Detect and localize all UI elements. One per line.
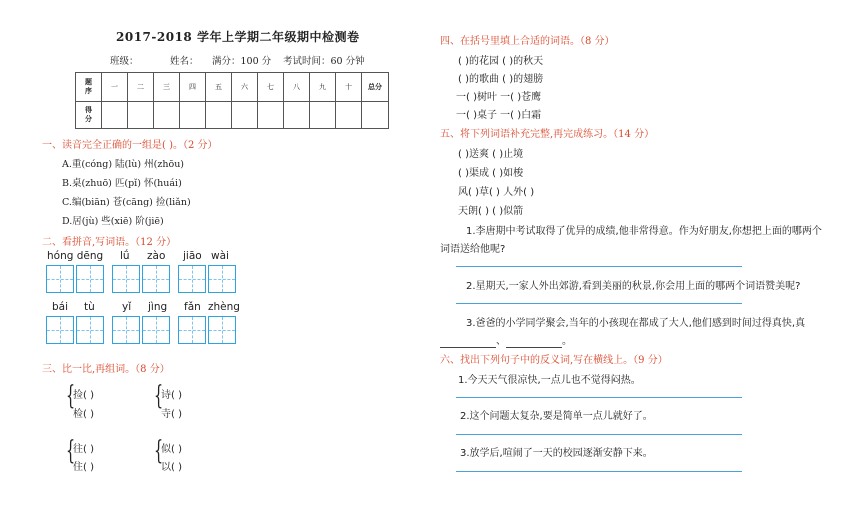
score-cell[interactable] (206, 102, 232, 129)
fill-line[interactable]: ( )送爽 ( )止境 (458, 149, 524, 160)
col-header: 八 (284, 73, 310, 102)
pinyin-lu: lǘ (120, 250, 130, 262)
section-4-title: 四、在括号里填上合适的词语。（8 分） (440, 36, 615, 47)
brace-icon: { (154, 381, 164, 411)
pinyin-zao: zào (147, 250, 166, 262)
writing-box[interactable] (76, 316, 104, 344)
col-header: 四 (180, 73, 206, 102)
question-text: 3.放学后,喧闹了一天的校园逐渐安静下来。 (460, 448, 653, 459)
word-pair-item[interactable]: 似( ) (161, 444, 182, 455)
pinyin-bai: bái (52, 301, 69, 313)
word-pair-item[interactable]: 诗( ) (161, 390, 182, 401)
pinyin-zheng: zhèng (208, 301, 240, 313)
fill-line[interactable]: 天朗( ) ( )似箭 (458, 206, 524, 217)
option-d[interactable]: D.居(jù) 些(xiē) 阶(jiē) (62, 216, 164, 227)
col-header: 十 (336, 73, 362, 102)
score-table (75, 72, 389, 129)
fill-line[interactable]: ( )渠成 ( )如梭 (458, 168, 524, 179)
score-cell[interactable] (128, 102, 154, 129)
score-cell[interactable] (310, 102, 336, 129)
answer-line[interactable] (456, 397, 742, 398)
word-pair-item[interactable]: 往( ) (73, 444, 94, 455)
col-header: 九 (310, 73, 336, 102)
brace-icon: { (66, 381, 76, 411)
pinyin-fan: fǎn (184, 301, 201, 313)
brace-icon: { (154, 436, 164, 466)
blank-separator: 、 (496, 336, 506, 347)
question-text-cont (440, 332, 572, 348)
writing-box[interactable] (46, 265, 74, 293)
section-2-title: 二、看拼音,写词语。（12 分） (42, 237, 177, 248)
writing-box[interactable] (178, 265, 206, 293)
writing-box[interactable] (142, 265, 170, 293)
fill-line[interactable]: ( )的歌曲 ( )的翅膀 (458, 74, 544, 85)
word-pair-item[interactable]: 以( ) (161, 462, 182, 473)
pinyin-jiao: jiāo (183, 250, 202, 262)
question-text: 词语送给他呢? (440, 244, 506, 255)
writing-box[interactable] (112, 316, 140, 344)
question-text: 3.爸爸的小学同学聚会,当年的小孩现在都成了大人,他们感到时间过得真快,真 (466, 318, 806, 329)
score-cell[interactable] (102, 102, 128, 129)
col-header: 二 (128, 73, 154, 102)
option-a[interactable]: A.重(cóng) 陆(lù) 州(zhōu) (62, 159, 185, 170)
fill-line[interactable]: ( )的花园 ( )的秋天 (458, 56, 544, 67)
fill-line[interactable]: 风( )草( ) 人外( ) (458, 187, 535, 198)
col-header: 六 (232, 73, 258, 102)
score-cell[interactable] (232, 102, 258, 129)
score-cell[interactable] (258, 102, 284, 129)
writing-box[interactable] (178, 316, 206, 344)
section-5-title: 五、将下列词语补充完整,再完成练习。（14 分） (440, 129, 655, 140)
pinyin-yi: yǐ (122, 301, 132, 313)
class-label: 班级： (110, 56, 139, 67)
section-1-title: 一、读音完全正确的一组是( )。（2 分） (42, 140, 218, 151)
writing-box[interactable] (112, 265, 140, 293)
row-label-score: 得 分 (76, 102, 102, 129)
question-text: 2.这个问题太复杂,要是简单一点儿就好了。 (460, 411, 653, 422)
exam-time-label: 考试时间：60 分钟 (283, 56, 365, 67)
question-text: 1.今天天气很凉快,一点儿也不觉得闷热。 (458, 375, 641, 386)
writing-box[interactable] (208, 265, 236, 293)
sentence-end: 。 (562, 336, 572, 347)
row-label-question: 题 序 (76, 73, 102, 102)
word-pair-item[interactable]: 检( ) (73, 409, 94, 420)
col-header-total: 总分 (362, 73, 389, 102)
pinyin-wai: wài (211, 250, 229, 262)
score-cell-total[interactable] (362, 102, 389, 129)
fill-line[interactable]: 一( )桌子 一( )白霜 (456, 110, 542, 121)
answer-blank[interactable] (440, 336, 496, 348)
col-header: 五 (206, 73, 232, 102)
score-cell[interactable] (154, 102, 180, 129)
writing-box[interactable] (142, 316, 170, 344)
word-pair-item[interactable]: 住( ) (73, 462, 94, 473)
writing-box[interactable] (46, 316, 74, 344)
score-cell[interactable] (284, 102, 310, 129)
answer-blank[interactable] (506, 336, 562, 348)
col-header: 三 (154, 73, 180, 102)
fill-line[interactable]: 一( )树叶 一( )苍鹰 (456, 92, 542, 103)
full-score-label: 满分：100 分 (212, 56, 272, 67)
answer-line[interactable] (456, 434, 742, 435)
col-header: 一 (102, 73, 128, 102)
score-cell[interactable] (180, 102, 206, 129)
option-b[interactable]: B.桌(zhuō) 匹(pǐ) 怀(huái) (62, 178, 182, 189)
pinyin-tu: tù (84, 301, 95, 313)
section-3-title: 三、比一比,再组词。（8 分） (42, 364, 170, 375)
col-header: 七 (258, 73, 284, 102)
page-title: 2017-2018 学年上学期二年级期中检测卷 (116, 30, 360, 44)
option-c[interactable]: C.编(biān) 苍(cāng) 捡(liǎn) (62, 197, 191, 208)
score-cell[interactable] (336, 102, 362, 129)
question-text: 2.星期天,一家人外出郊游,看到美丽的秋景,你会用上面的哪两个词语赞美呢? (466, 281, 801, 292)
brace-icon: { (66, 436, 76, 466)
question-text: 1.李唐期中考试取得了优异的成绩,他非常得意。作为好朋友,你想把上面的哪两个 (466, 226, 822, 237)
word-pair-item[interactable]: 寺( ) (161, 409, 182, 420)
name-label: 姓名： (170, 56, 199, 67)
writing-box[interactable] (76, 265, 104, 293)
answer-line[interactable] (456, 303, 742, 304)
writing-box[interactable] (208, 316, 236, 344)
pinyin-hong-deng: hóng dēng (47, 250, 104, 262)
answer-line[interactable] (456, 471, 742, 472)
word-pair-item[interactable]: 捡( ) (73, 390, 94, 401)
section-6-title: 六、找出下列句子中的反义词,写在横线上。（9 分） (440, 355, 668, 366)
pinyin-jing: jìng (148, 301, 168, 313)
answer-line[interactable] (456, 266, 742, 267)
